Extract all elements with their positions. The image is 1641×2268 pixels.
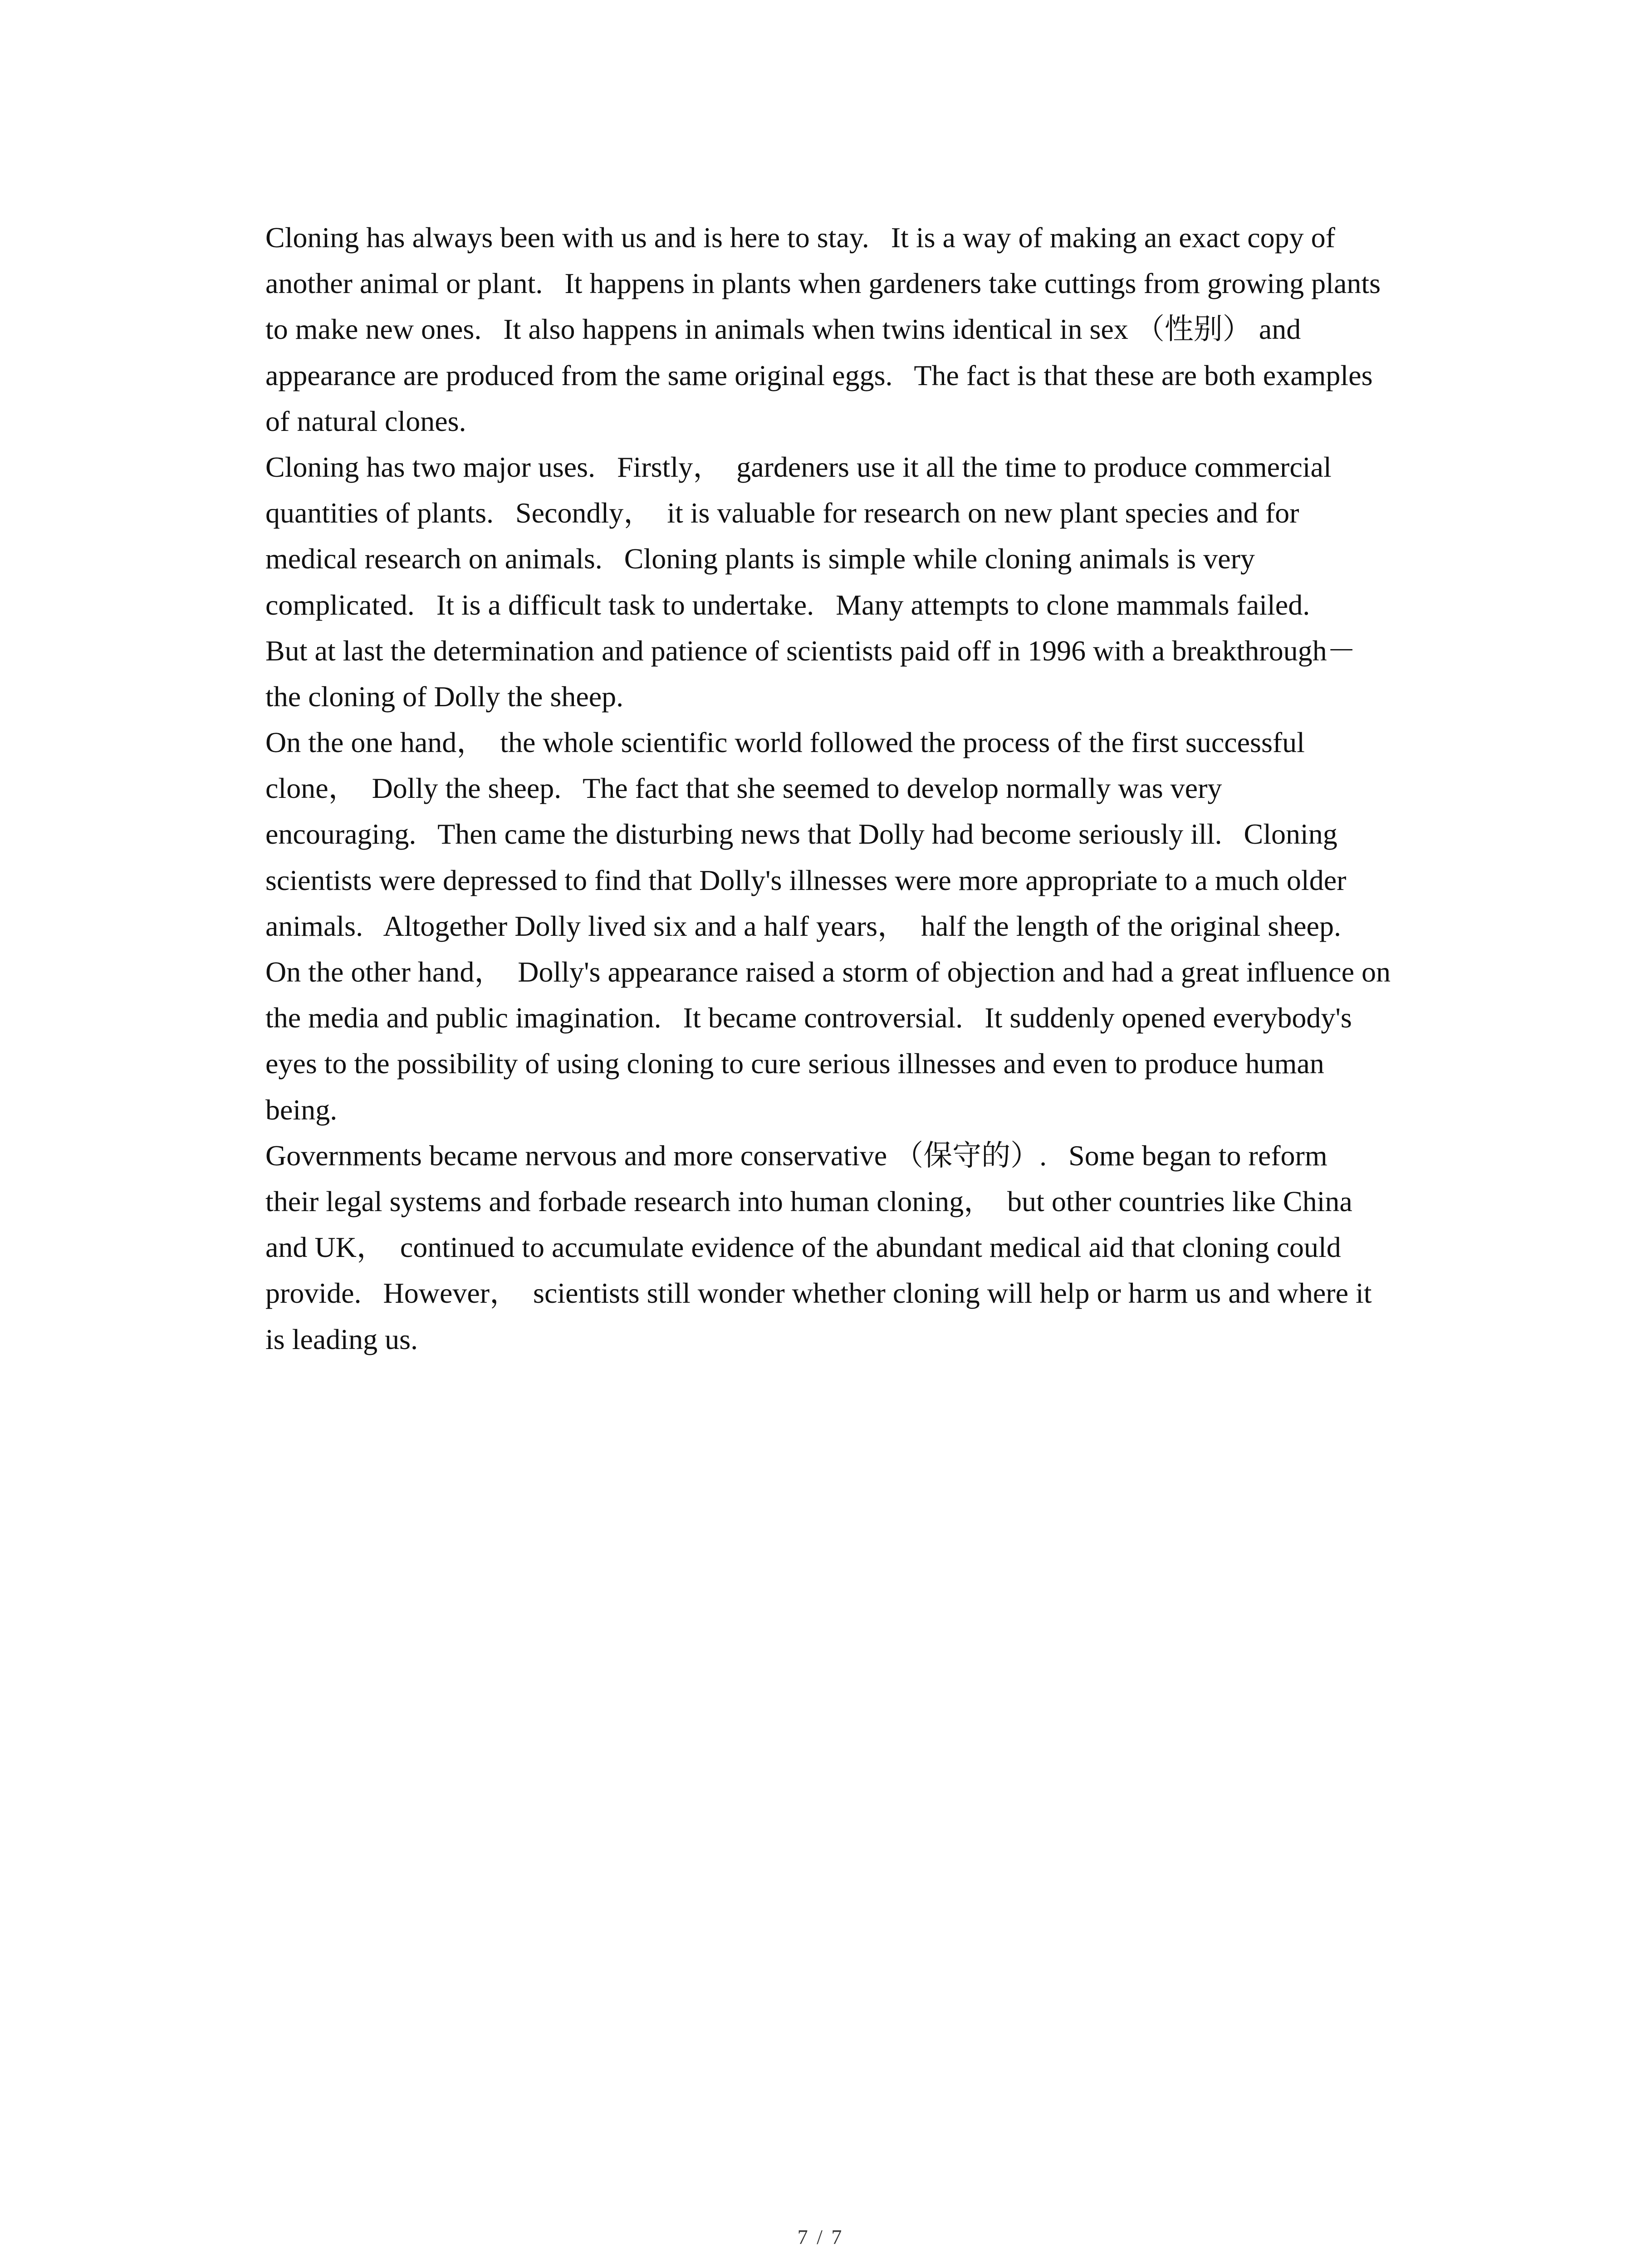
text-line: another animal or plant. It happens in plants when gardeners take cuttings from growing plants xyxy=(265,267,1381,300)
text-line: appearance are produced from the same original eggs. The fact is that these are both examples xyxy=(265,359,1373,391)
text-line: medical research on animals. Cloning plants is simple while cloning animals is very xyxy=(265,543,1255,575)
text-line: On the one hand， the whole scientific world followed the process of the first successful xyxy=(265,726,1305,759)
document-body xyxy=(265,215,1463,1362)
text-line: being. xyxy=(265,1093,338,1126)
text-line: is leading us. xyxy=(265,1323,418,1355)
text-line: Cloning has two major uses. Firstly， gardeners use it all the time to produce commercial xyxy=(265,450,1332,483)
page-number: 7 / 7 xyxy=(797,2225,844,2248)
text-line: provide. However， scientists still wonder whether cloning will help or harm us and where it xyxy=(265,1277,1372,1310)
text-line: animals. Altogether Dolly lived six and a half years， half the length of the original sheep. xyxy=(265,909,1341,942)
text-line: Cloning has always been with us and is here to stay. It is a way of making an exact copy of xyxy=(265,221,1335,254)
text-line: eyes to the possibility of using cloning to cure serious illnesses and even to produce human xyxy=(265,1047,1324,1080)
text-line: their legal systems and forbade research into human cloning， but other countries like China xyxy=(265,1185,1352,1217)
text-line: and UK， continued to accumulate evidence of the abundant medical aid that cloning could xyxy=(265,1231,1341,1264)
text-line: complicated. It is a difficult task to undertake. Many attempts to clone mammals failed. xyxy=(265,588,1310,621)
text-line: On the other hand， Dolly's appearance raised a storm of objection and had a great influence on xyxy=(265,956,1391,988)
text-line: encouraging. Then came the disturbing news that Dolly had become seriously ill. Cloning xyxy=(265,818,1337,850)
text-line: the media and public imagination. It became controversial. It suddenly opened everybody's xyxy=(265,1002,1352,1034)
text-line: But at last the determination and patience of scientists paid off in 1996 with a breakthrough－ xyxy=(265,634,1356,667)
text-line: the cloning of Dolly the sheep. xyxy=(265,680,624,713)
text-line: scientists were depressed to find that Dolly's illnesses were more appropriate to a much older xyxy=(265,864,1347,896)
text-line: to make new ones. It also happens in animals when twins identical in sex （性别） and xyxy=(265,313,1301,346)
text-line: of natural clones. xyxy=(265,405,466,437)
text-line: quantities of plants. Secondly， it is valuable for research on new plant species and for xyxy=(265,497,1299,529)
text-line: clone， Dolly the sheep. The fact that she seemed to develop normally was very xyxy=(265,772,1222,805)
text-line: Governments became nervous and more conservative （保守的）. Some began to reform xyxy=(265,1139,1327,1172)
